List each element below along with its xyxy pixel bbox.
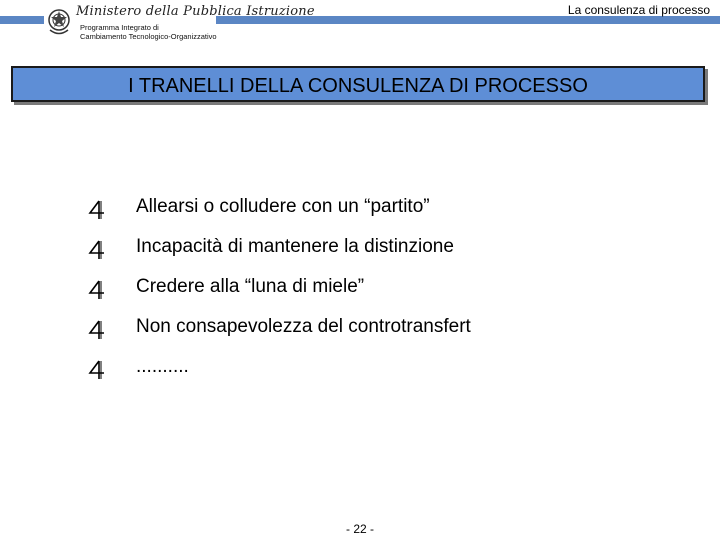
emblem-icon xyxy=(46,6,72,38)
bullet-text: .......... xyxy=(136,356,189,377)
number-four-icon xyxy=(88,360,106,380)
number-four-icon xyxy=(88,200,106,220)
number-four-icon xyxy=(88,320,106,340)
logo-sub-line-2: Cambiamento Tecnologico-Organizzativo xyxy=(80,31,217,41)
header-title: La consulenza di processo xyxy=(567,3,710,17)
bullet-text: Credere alla “luna di miele” xyxy=(136,276,365,297)
slide-title-band xyxy=(11,66,705,102)
bullet-text: Non consapevolezza del controtransfert xyxy=(136,316,471,337)
header-bar-left xyxy=(0,16,44,24)
logo-script: Ministero della Pubblica Istruzione xyxy=(76,4,315,19)
number-four-icon xyxy=(88,280,106,300)
page-number: - 22 - xyxy=(345,522,374,536)
bullet-text: Allearsi o colludere con un “partito” xyxy=(136,196,430,217)
logo-subtitle xyxy=(80,24,217,41)
logo-sub-line-1: Programma Integrato di xyxy=(80,23,159,32)
bullet-text: Incapacità di mantenere la distinzione xyxy=(136,236,454,257)
number-four-icon xyxy=(88,240,106,260)
slide-title: I TRANELLI DELLA CONSULENZA DI PROCESSO xyxy=(128,75,588,97)
